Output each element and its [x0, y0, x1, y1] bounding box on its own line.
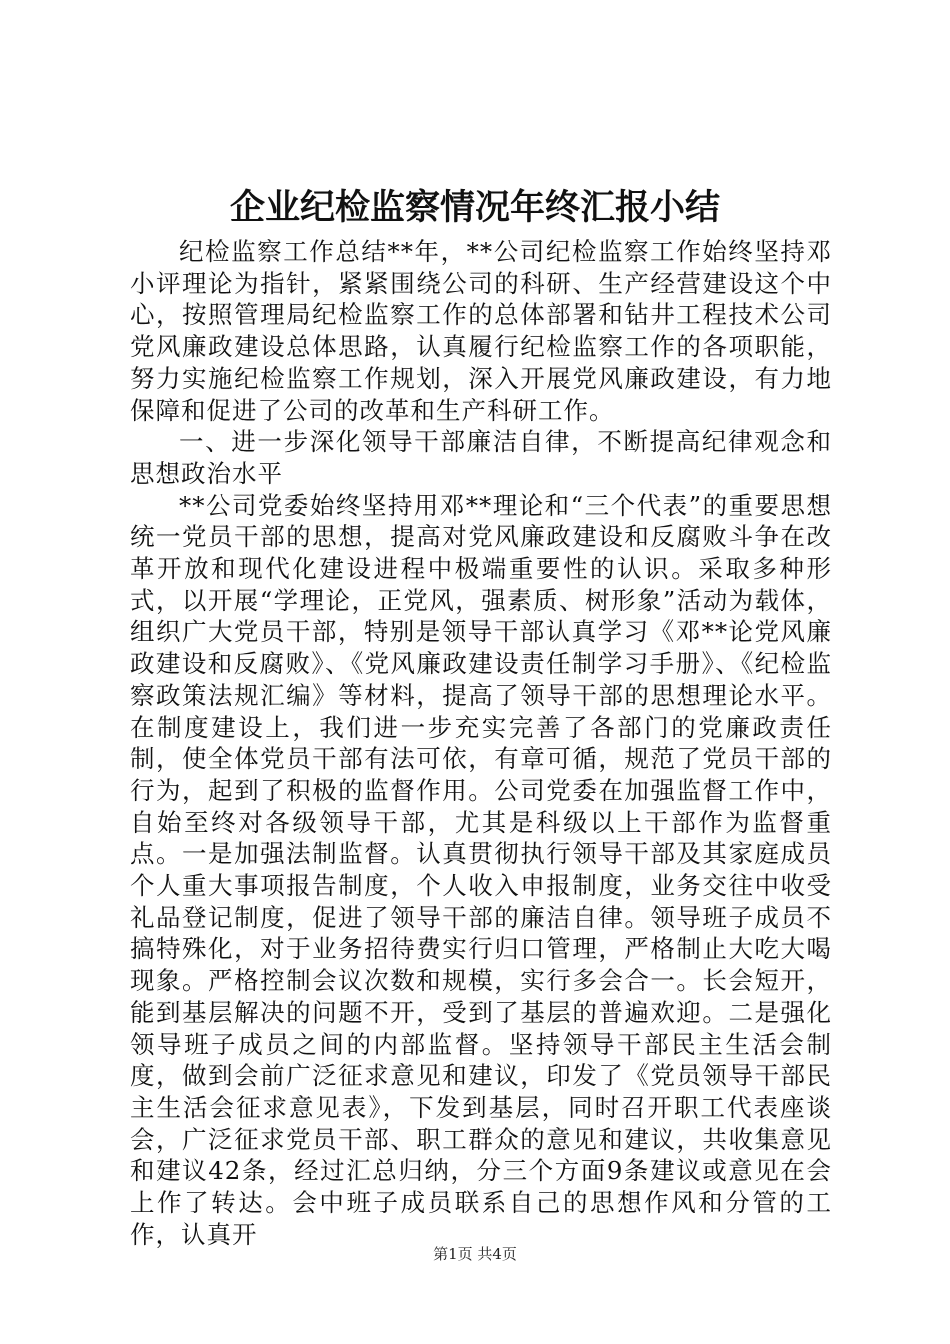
page-number-footer: 第1页 共4页 [433, 1245, 517, 1263]
section-heading-1: 一、进一步深化领导干部廉洁自律，不断提高纪律观念和思想政治水平 [130, 427, 832, 488]
intro-paragraph: 纪检监察工作总结**年，**公司纪检监察工作始终坚持邓小评理论为指针，紧紧围绕公司的科研、生产经营建设这个中心，按照管理局纪检监察工作的总体部署和钻井工程技术公司党风廉政建设总体思路，认真履行纪检监察工作的各项职能，努力实施纪检监察工作规划，深入开展党风廉政建设，有力地保障和促进了公司的改革和生产科研工作。 [130, 237, 832, 425]
document-title: 企业纪检监察情况年终汇报小结 [229, 187, 720, 228]
section-1-paragraph: **公司党委始终坚持用邓**理论和“三个代表”的重要思想统一党员干部的思想，提高对党风廉政建设和反腐败斗争在改革开放和现代化建设进程中极端重要性的认识。采取多种形式，以开展“学理论，正党风，强素质、树形象”活动为载体，组织广大党员干部，特别是领导干部认真学习《邓**论党风廉政建设和反腐败》、《党风廉政建设责任制学习手册》、《纪检监察政策法规汇编》等材料，提高了领导干部的思想理论水平。在制度建设上，我们进一步充实完善了各部门的党廉政责任制，使全体党员干部有法可依，有章可循，规范了党员干部的行为，起到了积极的监督作用。公司党委在加强监督工作中，自始至终对各级领导干部，尤其是科级以上干部作为监督重点。一是加强法制监督。认真贯彻执行领导干部及其家庭成员个人重大事项报告制度，个人收入申报制度，业务交往中收受礼品登记制度，促进了领导干部的廉洁自律。领导班子成员不搞特殊化，对于业务招待费实行归口管理，严格制止大吃大喝现象。严格控制会议次数和规模，实行多会合一。长会短开，能到基层解决的问题不开，受到了基层的普遍欢迎。二是强化领导班子成员之间的内部监督。坚持领导干部民主生活会制度，做到会前广泛征求意见和建议，印发了《党员领导干部民主生活会征求意见表》，下发到基层，同时召开职工代表座谈会，广泛征求党员干部、职工群众的意见和建议，共收集意见和建议42条，经过汇总归纳，分三个方面9条建议或意见在会上作了转达。会中班子成员联系自己的思想作风和分管的工作，认真开 [130, 490, 832, 1249]
document-body [130, 236, 832, 1251]
